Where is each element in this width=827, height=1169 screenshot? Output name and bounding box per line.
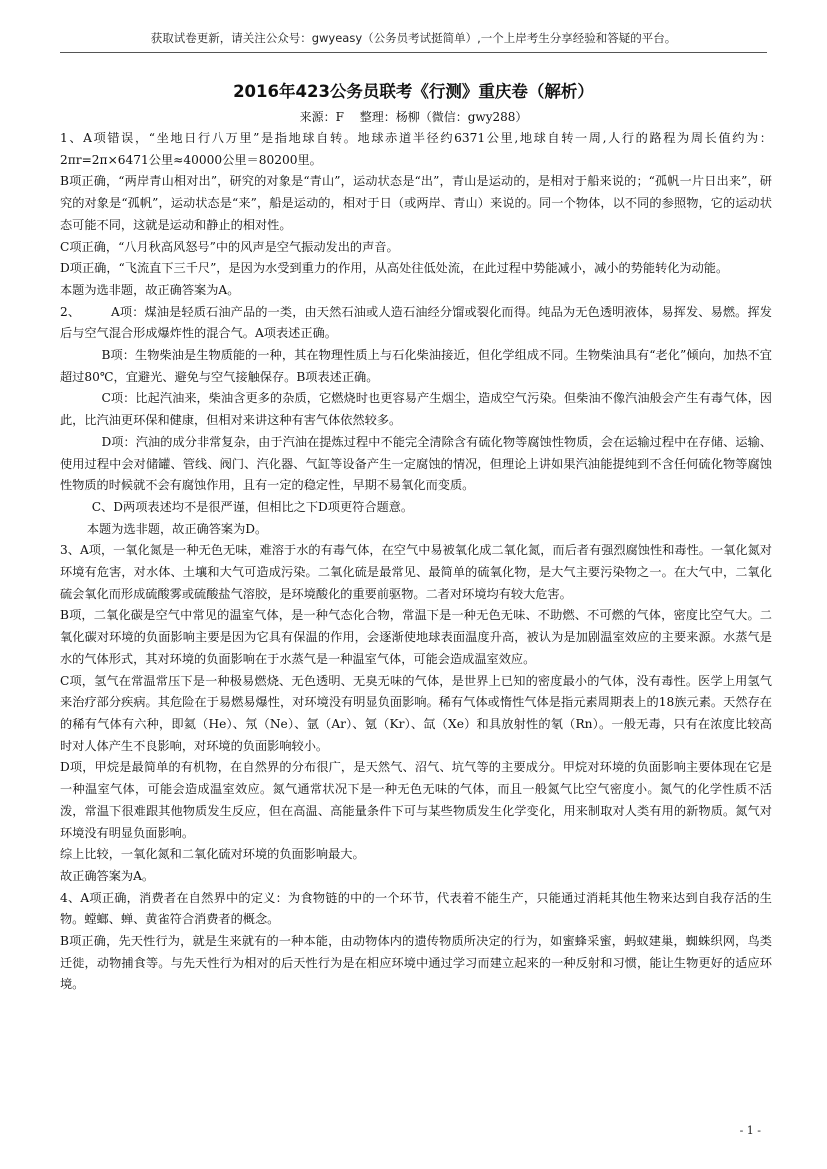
paragraph: D项：汽油的成分非常复杂，由于汽油在提炼过程中不能完全清除含有硫化物等腐蚀性物质，会在运输过程中在存储、运输、使用过程中会对储罐、管线、阀门、汽化器、气缸等设备产生一定腐蚀的情况，但理论上讲如果汽油能提纯到不含任何硫化物等腐蚀性物质的时候就不会有腐蚀作用，且有一定的稳定性，早期不易氧化而变质。	[60, 434, 772, 493]
paragraph: B项：生物柴油是生物质能的一种，其在物理性质上与石化柴油接近，但化学组成不同。生物柴油具有“老化”倾向，加热不宜超过80℃，宜避光、避免与空气接触保存。B项表述正确。	[60, 348, 772, 384]
paragraph: 本题为选非题，故正确答案为D。	[86, 521, 268, 536]
paragraph: C项：比起汽油来，柴油含更多的杂质，它燃烧时也更容易产生烟尘，造成空气污染。但柴油不像汽油般会产生有毒气体，因此，比汽油更环保和健康，但相对来讲这种有害气体依然较多。	[60, 391, 772, 428]
paragraph: 本题为选非题，故正确答案为A。	[60, 282, 240, 297]
paragraph: B项，二氧化碳是空气中常见的温室气体，是一种气态化合物，常温下是一种无色无味、不助燃、不可燃的气体，密度比空气大。二氧化碳对环境的负面影响主要是因为它具有保温的作用，会逐渐使地球表面温度升高，被认为是加剧温室效应的主要来源。水蒸气是水的气体形式，其对环境的负面影响在于水蒸气是一种温室气体，可能会造成温室效应。	[60, 608, 772, 666]
paragraph: B项正确，先天性行为，就是生来就有的一种本能，由动物体内的遗传物质所决定的行为，如蜜蜂采蜜，蚂蚁建巢，蜘蛛织网，鸟类迁徙，动物捕食等。与先天性行为相对的后天性行为是在相应环境中通过学习而建立起来的一种反射和习惯，能让生物更好的适应环境。	[60, 934, 772, 992]
paragraph: 4、A项正确，消费者在自然界中的定义：为食物链的中的一个环节，代表着不能生产，只能通过消耗其他生物来达到自我存活的生物。螳螂、蝉、黄雀符合消费者的概念。	[60, 890, 772, 927]
paragraph: 综上比较，一氧化氮和二氧化硫对环境的负面影响最大。	[60, 847, 365, 862]
paragraph: C、D两项表述均不是很严谨，但相比之下D项更符合题意。	[91, 499, 414, 514]
paragraph: 1、A项错误，“坐地日行八万里”是指地球自转。地球赤道半径约6371公里,地球自转一周,人行的路程为周长值约为：2πr=2π×6471公里≈40000公里＝80200里。	[60, 131, 772, 167]
paragraph: C项正确，“八月秋高风怒号”中的风声是空气振动发出的声音。	[60, 239, 399, 254]
page-title: 2016年423公务员联考《行测》重庆卷（解析）	[233, 82, 594, 101]
paragraph: 3、A项，一氧化氮是一种无色无味，难溶于水的有毒气体，在空气中易被氧化成二氧化氮，而后者有强烈腐蚀性和毒性。一氧化氮对环境有危害，对水体、土壤和大气可造成污染。二氧化硫是最常见、最简单的硫氧化物，是大气主要污染物之一。在大气中，二氧化硫会氧化而形成硫酸雾或硫酸盐气溶胶，是环境酸化的重要前驱物。二者对环境均有较大危害。	[60, 543, 772, 601]
paragraph: B项正确，“两岸青山相对出”，研究的对象是“青山”，运动状态是“出”，青山是运动的，是相对于船来说的；“孤帆一片日出来”，研究的对象是“孤帆”，运动状态是“来”，船是运动的，相对于日（或两岸、青山）来说的。同一个物体，以不同的参照物，它的运动状态可能不同，这就是运动和静止的相对性。	[60, 174, 772, 232]
header-divider	[60, 52, 767, 53]
paragraph: C项，氢气在常温常压下是一种极易燃烧、无色透明、无臭无味的气体，是世界上已知的密度最小的气体，没有毒性。医学上用氢气来治疗部分疾病。其危险在于易燃易爆性，对环境没有明显负面影响。稀有气体或惰性气体是指元素周期表上的18族元素。天然存在的稀有气体有六种，即氦（He）、氖（Ne）、氩（Ar）、氪（Kr）、氙（Xe）和具放射性的氡（Rn）。一般无毒，只有在浓度比较高时对人体产生不良影响，对环境的负面影响较小。	[60, 673, 772, 753]
paragraph: D项，甲烷是最简单的有机物，在自然界的分布很广，是天然气、沼气、坑气等的主要成分。甲烷对环境的负面影响主要体现在它是一种温室气体，可能会造成温室效应。氮气通常状况下是一种无色无味的气体，而且一般氮气比空气密度小。氮气的化学性质不活泼，常温下很难跟其他物质发生反应，但在高温、高能量条件下可与某些物质发生化学变化，用来制取对人类有用的新物质。氮气对环境没有明显负面影响。	[60, 760, 772, 840]
page-number: - 1 -	[739, 1124, 761, 1137]
paragraph: 故正确答案为A。	[60, 868, 155, 883]
paragraph: 2、 A项：煤油是轻质石油产品的一类，由天然石油或人造石油经分馏或裂化而得。纯品为无色透明液体，易挥发、易燃。挥发后与空气混合形成爆炸性的混合气。A项表述正确。	[60, 304, 772, 341]
document-body	[60, 128, 772, 996]
header-notice: 获取试卷更新，请关注公众号：gwyeasy（公务员考试挺简单）,一个上岸考生分享经验和答疑的平台。	[150, 31, 677, 45]
paragraph: D项正确，“飞流直下三千尺”，是因为水受到重力的作用，从高处往低处流，在此过程中势能减小，减小的势能转化为动能。	[60, 261, 729, 276]
source-line: 来源：F 整理：杨柳（微信：gwy288）	[299, 110, 528, 124]
